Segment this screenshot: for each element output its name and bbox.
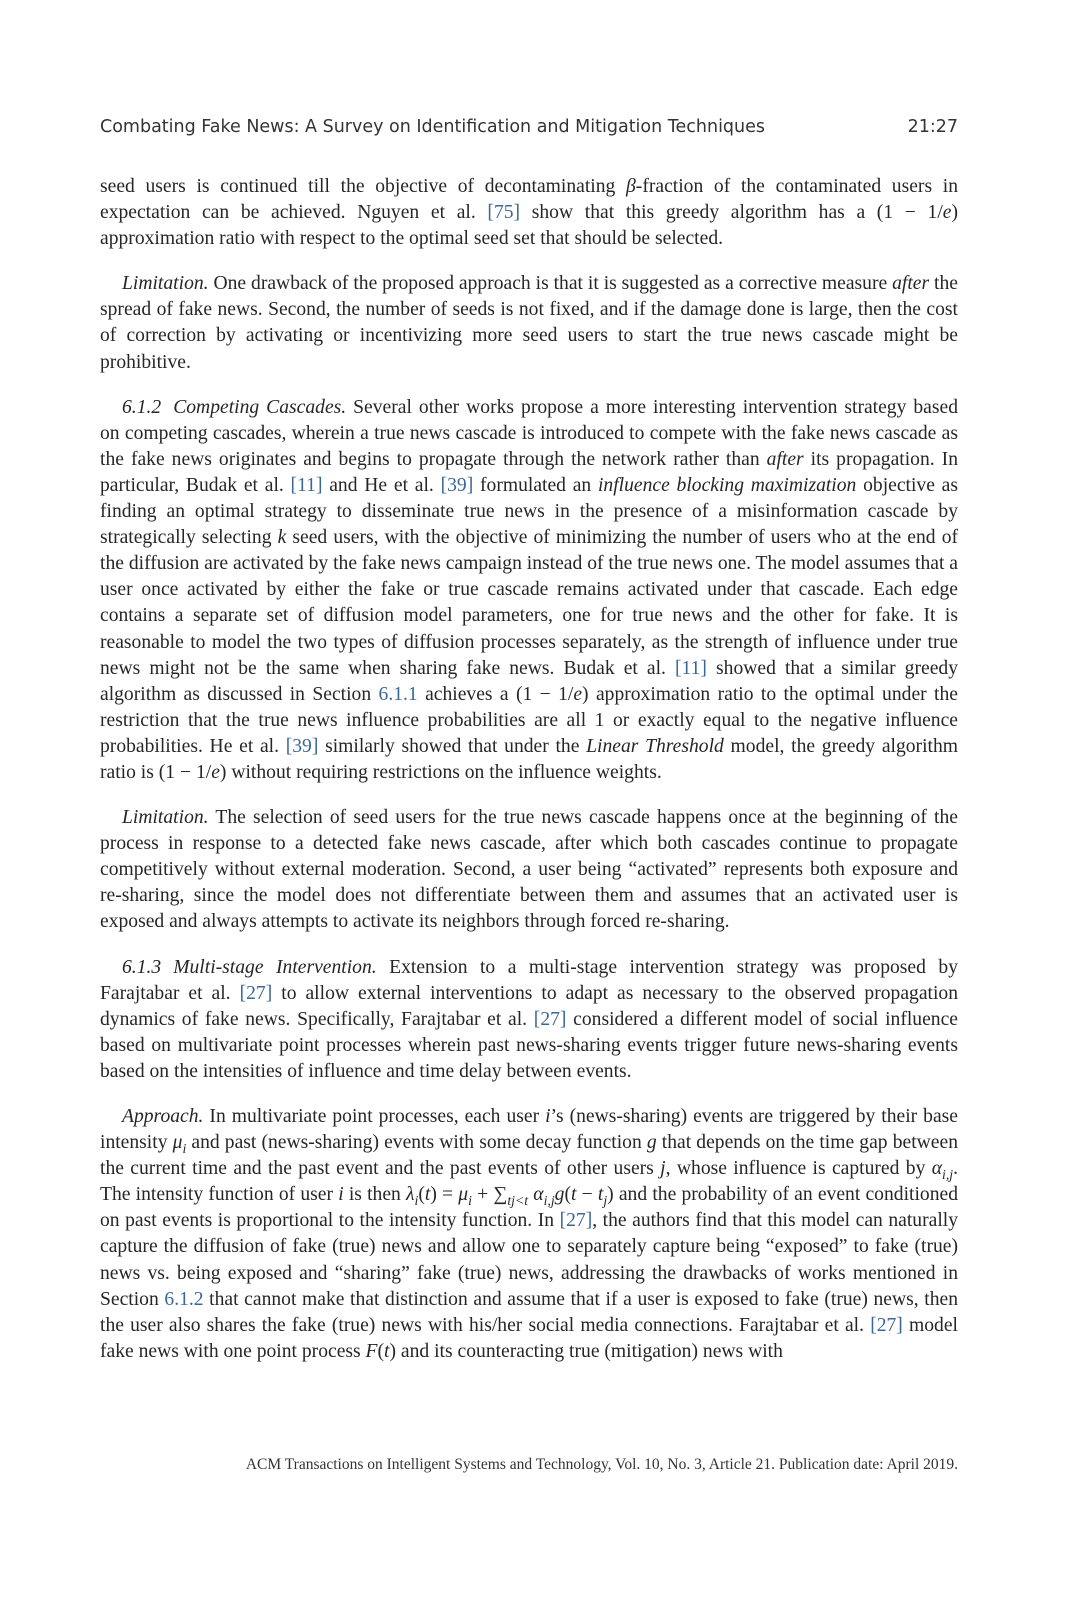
italic-text: Linear Threshold (586, 735, 724, 757)
section-paragraph (100, 955, 958, 1085)
text-run: model, the greedy algorithm ratio is (1 − 1/ (100, 735, 958, 783)
text-run: + ∑ (471, 1184, 508, 1206)
footer-citation: ACM Transactions on Intelligent Systems and Technology, Vol. 10, No. 3, Article 21. Publication date: April 2019. (245, 1456, 958, 1473)
text-run: is then (343, 1184, 407, 1206)
text-run: and He et al. (322, 474, 441, 496)
text-run: ) approximation ratio with respect to the optimal seed set that should be selected. (100, 202, 958, 250)
text-run: ) approximation ratio to the optimal under the restriction that the true news influence probabilities are all 1 or exactly equal to the negative influence probabilities. He et al. (100, 683, 958, 757)
text-run: In multivariate point processes, each user (203, 1106, 546, 1127)
italic-text: after (766, 448, 804, 470)
citation-link[interactable]: [39] (440, 474, 474, 496)
text-run: The selection of seed users for the true news cascade happens once at the beginning of the process in response to a detected fake news cascade, after which both cascades continue to propagate competitively without external moderation. Second, a user being “activated” represents both exposure and re-sharing, since the model does not differentiate between them and assumes that an activated user is exposed and always attempts to activate its neighbors through forced re-sharing. (100, 807, 958, 933)
page-number: 21:27 (907, 117, 958, 137)
italic-text: i (338, 1184, 344, 1206)
citation-link[interactable]: [75] (487, 202, 521, 224)
italic-text: influence blocking maximization (597, 474, 857, 496)
italic-text: t (424, 1184, 431, 1206)
italic-text: t (570, 1184, 577, 1206)
italic-text: λ (406, 1184, 415, 1206)
citation-link[interactable]: [11] (675, 657, 707, 679)
text-run: similarly showed that under the (318, 735, 587, 757)
citation-link[interactable]: 6.1.1 (378, 683, 418, 705)
italic-text: Limitation. (122, 273, 209, 295)
text-run: its propagation. In particular, Budak et al. (100, 448, 958, 496)
text-run: seed users is continued till the objective of decontaminating (100, 176, 627, 197)
italic-text: after (892, 273, 930, 295)
section-title: Multi-stage Intervention. (173, 956, 377, 978)
text-run: , the authors find that this model can naturally capture the diffusion of fake (true) news and allow one to separately capture being “exposed” to fake (true) news vs. being exposed and “sharing” fake (true) news, addressing the drawbacks of works mentioned in Section (100, 1210, 959, 1310)
text-run: objective as finding an optimal strategy to disseminate true news in the presence of a misinformation cascade by strategically selecting (100, 474, 959, 549)
running-header (100, 117, 958, 137)
text-run: the spread of fake news. Second, the number of seeds is not fixed, and if the damage done is large, then the cost of correction by activating or incentivizing more seed users to start the true news cascade might be prohibitive. (100, 273, 958, 373)
text-run: Several other works propose a more interesting intervention strategy based on competing cascades, wherein a true news cascade is introduced to compete with the fake news cascade as the fake news originates and begins to propagate through the network rather than (100, 396, 958, 470)
subscript: i (468, 1193, 472, 1209)
text-run: seed users, with the objective of minimizing the number of users who at the end of the diffusion are activated by the fake news campaign instead of the true news one. The model assumes that a user once activated by either the fake or true cascade remains activated under that cascade. Each edge contains a separate set of diffusion model parameters, one for true news and the other for fake. It is reasonable to model the two types of diffusion processes separately, as the strength of influence under true news might not be the same when sharing fake news. Budak et al. (100, 527, 959, 679)
citation-link[interactable]: [27] (870, 1314, 903, 1336)
text-run: . The intensity function of user (100, 1158, 959, 1206)
text-run: considered a different model of social influence based on multivariate point processes wherein past news-sharing events trigger future news-sharing events based on the intensities of influence and time delay between events. (100, 1008, 958, 1082)
italic-text: Approach. (122, 1106, 204, 1127)
text-run: -fraction of the contaminated users in expectation can be achieved. Nguyen et al. (100, 176, 958, 224)
text-run: ) and the probability of an event conditioned on past events is proportional to the intensity function. In (100, 1184, 958, 1232)
italic-text: e (573, 683, 583, 705)
citation-link[interactable]: 6.1.2 (164, 1288, 204, 1310)
subscript: i,j (543, 1193, 555, 1209)
italic-text: μ (172, 1132, 183, 1154)
italic-text: F (365, 1340, 378, 1362)
subscript: i (414, 1193, 419, 1209)
text-run: ) and its counteracting true (mitigation) news with (389, 1340, 783, 1362)
text-run: ( (377, 1340, 385, 1362)
citation-link[interactable]: [11] (290, 474, 323, 496)
italic-text: β (626, 176, 636, 197)
italic-text: i (545, 1106, 551, 1127)
subscript: j (603, 1193, 608, 1209)
citation-link[interactable]: [27] (239, 982, 273, 1004)
text-run: ’s (news-sharing) events are triggered by their base intensity (100, 1106, 958, 1154)
text-run: , whose influence is captured by (665, 1158, 932, 1180)
italic-text: k (277, 527, 287, 549)
citation-link[interactable]: [27] (533, 1008, 567, 1030)
italic-text: μ (458, 1184, 469, 1206)
paragraph (100, 805, 958, 935)
italic-text: j (660, 1158, 666, 1180)
text-run: formulated an (473, 474, 598, 496)
italic-text: t (597, 1184, 604, 1206)
text-run: ( (418, 1184, 425, 1206)
italic-text: g (554, 1184, 565, 1206)
subscript: i (182, 1141, 187, 1156)
italic-text: g (646, 1132, 657, 1154)
subscript: tj<t (507, 1193, 529, 1209)
paragraph (100, 174, 958, 252)
text-run: that depends on the time gap between the current time and the past event and the past events of other users (100, 1132, 958, 1180)
italic-text: e (942, 202, 952, 224)
italic-text: Limitation. (122, 807, 209, 829)
section-title: Competing Cascades. (173, 396, 347, 418)
text-run: ( (564, 1184, 571, 1206)
italic-text: t (384, 1340, 390, 1362)
italic-text: α (931, 1158, 943, 1180)
citation-link[interactable]: [27] (559, 1210, 593, 1232)
citation-link[interactable]: [39] (285, 735, 319, 757)
running-title: Combating Fake News: A Survey on Identification and Mitigation Techniques (100, 117, 766, 137)
section-paragraph (100, 395, 958, 786)
text-run: ) without requiring restrictions on the influence weights. (219, 761, 662, 783)
body-text (100, 174, 958, 1384)
italic-text: e (211, 761, 220, 783)
text-run: − (576, 1184, 598, 1206)
text-run: One drawback of the proposed approach is that it is suggested as a corrective measure (208, 273, 893, 295)
text-run: and past (news-sharing) events with some decay function (186, 1132, 647, 1154)
italic-text: α (533, 1184, 544, 1206)
text-run: showed that a similar greedy algorithm as discussed in Section (100, 657, 958, 705)
section-number: 6.1.2 (122, 396, 162, 418)
text-run: ) = (430, 1184, 459, 1206)
text-run: model fake news with one point process (100, 1314, 958, 1362)
text-run: to allow external interventions to adapt as necessary to the observed propagation dynamics of fake news. Specifically, Farajtabar et al. (100, 982, 958, 1030)
subscript: i,j (942, 1167, 954, 1183)
text-run: Extension to a multi-stage intervention strategy was proposed by Farajtabar et al. (100, 956, 958, 1004)
text-run: show that this greedy algorithm has a (1 − 1/ (520, 202, 943, 224)
paragraph (100, 271, 958, 375)
text-run: achieves a (1 − 1/ (417, 683, 574, 705)
paragraph (100, 1104, 958, 1365)
section-number: 6.1.3 (122, 956, 162, 978)
text-run: that cannot make that distinction and assume that if a user is exposed to fake (true) news, then the user also shares the fake (true) news with his/her social media connections. Farajtabar et al. (100, 1288, 958, 1336)
